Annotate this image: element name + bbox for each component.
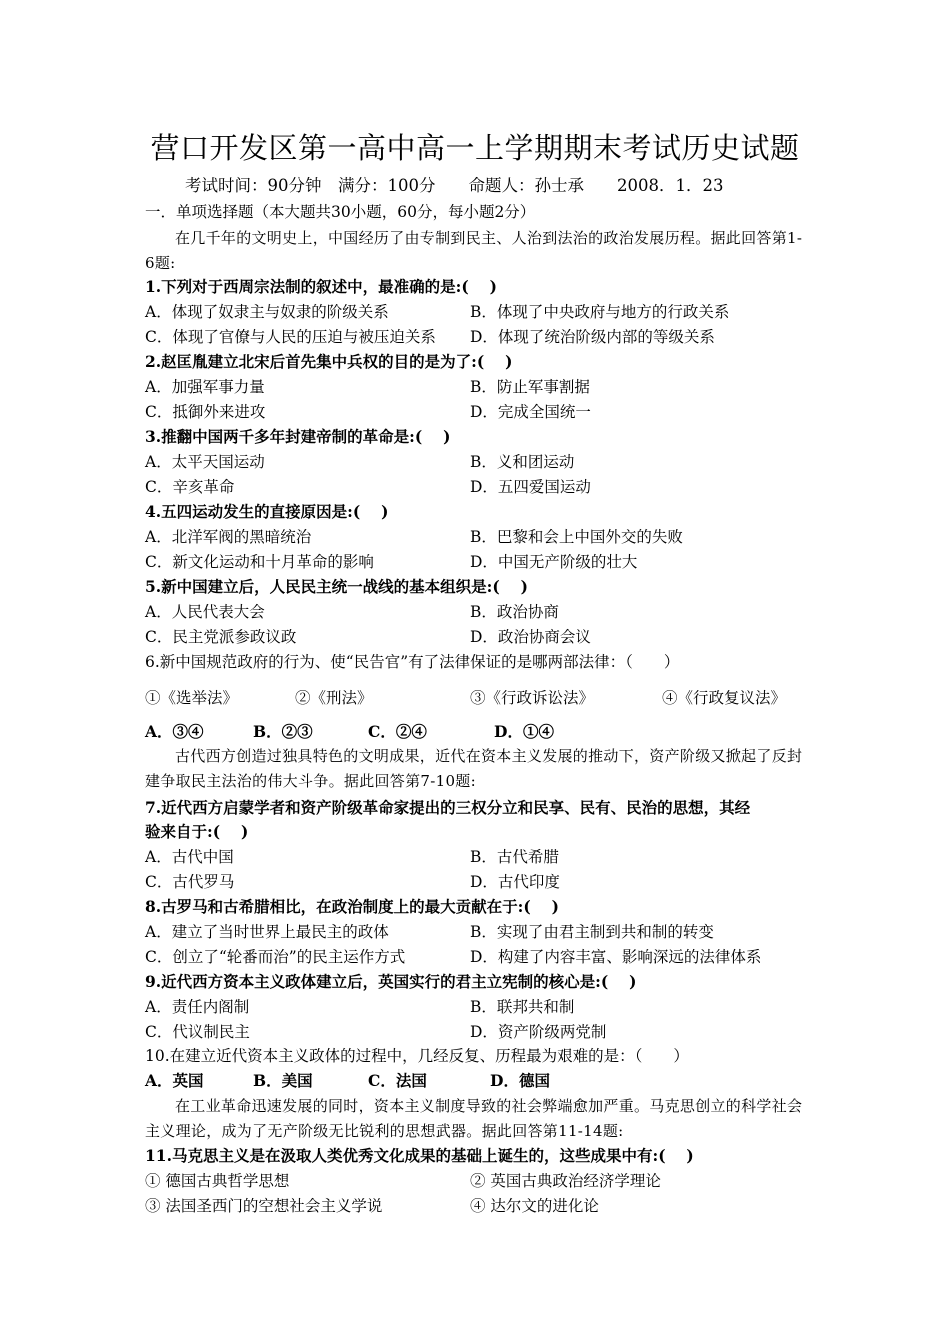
q3-option-d: D．五四爱国运动 <box>470 478 591 496</box>
q4-option-c: C．新文化运动和十月革命的影响 <box>145 553 374 571</box>
q10-option-b: B．美国 <box>253 1071 313 1090</box>
q6-option-c: C．②④ <box>368 722 427 741</box>
q1-option-d: D．体现了统治阶级内部的等级关系 <box>470 328 715 346</box>
question-10: 10.在建立近代资本主义政体的过程中，几经反复、历程最为艰难的是：（ ） <box>145 1047 689 1065</box>
question-3: 3.推翻中国两千多年封建帝制的革命是:( ) <box>145 427 451 446</box>
q3-option-b: B．义和团运动 <box>470 453 575 471</box>
q11-item-4: ④ 达尔文的进化论 <box>470 1197 599 1215</box>
q8-option-c: C．创立了“轮番而治”的民主运作方式 <box>145 948 406 966</box>
q8-option-a: A．建立了当时世界上最民主的政体 <box>145 923 389 941</box>
q11-item-2: ② 英国古典政治经济学理论 <box>470 1172 661 1190</box>
q1-option-c: C．体现了官僚与人民的压迫与被压迫关系 <box>145 328 436 346</box>
q5-option-a: A．人民代表大会 <box>145 603 265 621</box>
q8-option-d: D．构建了内容丰富、影响深远的法律体系 <box>470 948 762 966</box>
q11-item-1: ① 德国古典哲学思想 <box>145 1172 290 1190</box>
intro-paragraph-1: 在几千年的文明史上，中国经历了由专制到民主、人治到法治的政治发展历程。据此回答第1-6题: <box>145 229 803 272</box>
page-title: 营口开发区第一高中高一上学期期末考试历史试题 <box>150 131 800 165</box>
intro-paragraph-3: 在工业革命迅速发展的同时，资本主义制度导致的社会弊端愈加严重。马克思创立的科学社会主义理论，成为了无产阶级无比锐利的思想武器。据此回答第11-14题: <box>145 1097 803 1140</box>
question-4: 4.五四运动发生的直接原因是:( ) <box>145 502 389 521</box>
q3-option-a: A．太平天国运动 <box>145 453 265 471</box>
q6-option-d: D．①④ <box>494 722 554 741</box>
question-8: 8.古罗马和古希腊相比，在政治制度上的最大贡献在于:( ) <box>145 897 559 916</box>
q6-item-4: ④《行政复议法》 <box>662 689 787 707</box>
q5-option-d: D．政治协商会议 <box>470 628 591 646</box>
q7-option-b: B．古代希腊 <box>470 848 559 866</box>
section-heading: 一．单项选择题（本大题共30小题，60分，每小题2分） <box>145 203 536 221</box>
q6-option-b: B．②③ <box>253 722 313 741</box>
question-1: 1.下列对于西周宗法制的叙述中，最准确的是:( ) <box>145 277 497 296</box>
q6-option-a: A．③④ <box>145 722 204 741</box>
q7-option-d: D．古代印度 <box>470 873 560 891</box>
q11-item-3: ③ 法国圣西门的空想社会主义学说 <box>145 1197 383 1215</box>
q4-option-b: B．巴黎和会上中国外交的失败 <box>470 528 683 546</box>
q4-option-a: A．北洋军阀的黑暗统治 <box>145 528 312 546</box>
q7-option-c: C．古代罗马 <box>145 873 235 891</box>
q2-option-b: B．防止军事割据 <box>470 378 590 396</box>
question-7-line-1: 7.近代西方启蒙学者和资产阶级革命家提出的三权分立和民享、民有、民治的思想，其经 <box>145 798 751 817</box>
question-9: 9.近代西方资本主义政体建立后，英国实行的君主立宪制的核心是:( ) <box>145 972 637 991</box>
question-6: 6.新中国规范政府的行为、使“民告官”有了法律保证的是哪两部法律：（ ） <box>145 653 680 671</box>
q2-option-a: A．加强军事力量 <box>145 378 265 396</box>
q5-option-c: C．民主党派参政议政 <box>145 628 297 646</box>
question-5: 5.新中国建立后，人民民主统一战线的基本组织是:( ) <box>145 577 528 596</box>
q2-option-c: C．抵御外来进攻 <box>145 403 266 421</box>
q9-option-a: A．责任内阁制 <box>145 998 250 1016</box>
question-2: 2.赵匡胤建立北宋后首先集中兵权的目的是为了:( ) <box>145 352 513 371</box>
q6-item-3: ③《行政诉讼法》 <box>470 689 595 707</box>
q1-option-b: B．体现了中央政府与地方的行政关系 <box>470 303 730 321</box>
q10-option-d: D．德国 <box>490 1071 550 1090</box>
q9-option-c: C．代议制民主 <box>145 1023 250 1041</box>
q2-option-d: D．完成全国统一 <box>470 403 591 421</box>
question-7-line-2: 验来自于:( ) <box>145 822 249 841</box>
q5-option-b: B．政治协商 <box>470 603 559 621</box>
intro-paragraph-2: 古代西方创造过独具特色的文明成果，近代在资本主义发展的推动下，资产阶级又掀起了反封建争取民主法治的伟大斗争。据此回答第7-10题: <box>145 747 803 790</box>
q9-option-d: D．资产阶级两党制 <box>470 1023 607 1041</box>
q4-option-d: D．中国无产阶级的壮大 <box>470 553 638 571</box>
q1-option-a: A．体现了奴隶主与奴隶的阶级关系 <box>145 303 389 321</box>
q10-option-c: C．法国 <box>368 1071 427 1090</box>
q10-option-a: A．英国 <box>145 1071 204 1090</box>
q8-option-b: B．实现了由君主制到共和制的转变 <box>470 923 714 941</box>
q7-option-a: A．古代中国 <box>145 848 234 866</box>
q6-item-1: ①《选举法》 <box>145 689 239 707</box>
q3-option-c: C．辛亥革命 <box>145 478 235 496</box>
q6-item-2: ②《刑法》 <box>295 689 373 707</box>
question-11: 11.马克思主义是在汲取人类优秀文化成果的基础上诞生的，这些成果中有:( ) <box>145 1146 694 1165</box>
q9-option-b: B．联邦共和制 <box>470 998 575 1016</box>
exam-meta: 考试时间：90分钟 满分：100分 命题人：孙士承 2008．1．23 <box>185 176 724 195</box>
